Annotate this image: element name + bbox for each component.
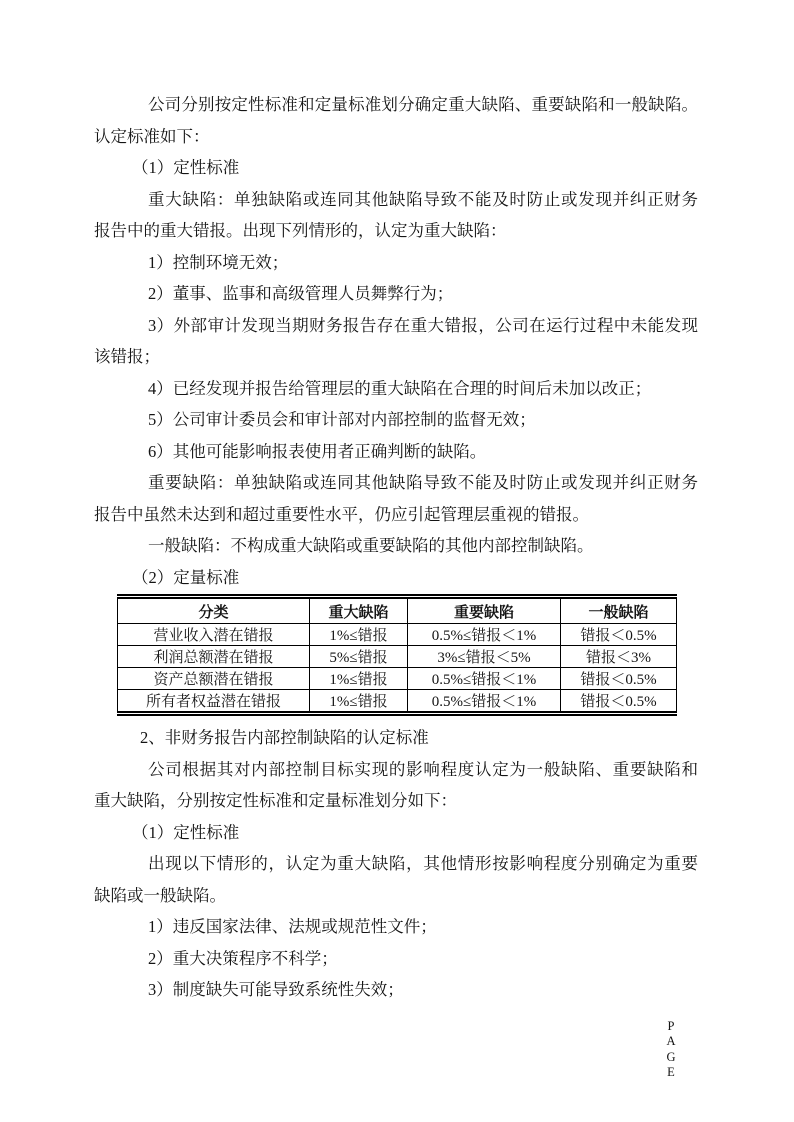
text-line: 1）控制环境无效； — [148, 252, 289, 272]
paragraph — [94, 562, 698, 594]
text-line: （2）定量标准 — [132, 567, 240, 587]
paragraph — [94, 436, 698, 468]
text-line: 2、非财务报告内部控制缺陷的认定标准 — [140, 728, 429, 747]
section-before-table — [94, 89, 698, 593]
text-line: 4）已经发现并报告给管理层的重大缺陷在合理的时间后未加以改正； — [148, 378, 652, 398]
paragraph — [94, 184, 698, 247]
text-line: 一般缺陷：不构成重大缺陷或重要缺陷的其他内部控制缺陷。 — [148, 536, 594, 555]
table-row — [118, 690, 677, 714]
paragraph — [94, 310, 698, 373]
text-line: 2）董事、监事和高级管理人员舞弊行为； — [148, 284, 454, 303]
text-line: 公司分别按定性标准和定量标准划分确定重大缺陷、重要缺陷和一般缺陷。 — [148, 95, 698, 114]
table-cell: 3%≤错报＜5% — [408, 646, 561, 668]
table-cell: 5%≤错报 — [310, 646, 408, 668]
table-header-cell: 重大缺陷 — [310, 597, 408, 624]
text-line: 该错报； — [94, 347, 160, 366]
paragraph — [94, 373, 698, 405]
text-line: （1）定性标准 — [132, 158, 240, 177]
paragraph — [94, 152, 698, 184]
quantitative-standards-table — [117, 594, 677, 716]
table-row — [118, 646, 677, 668]
paragraph — [94, 278, 698, 310]
text-line: 重大缺陷，分别按定性标准和定量标准划分如下： — [94, 791, 457, 810]
table-cell: 0.5%≤错报＜1% — [408, 624, 561, 646]
text-line: （1）定性标准 — [132, 822, 240, 842]
text-line: 公司根据其对内部控制目标实现的影响程度认定为一般缺陷、重要缺陷和 — [148, 759, 698, 779]
page-letter: A — [666, 1034, 676, 1049]
table-header-cell: 一般缺陷 — [561, 597, 677, 624]
page-number-field — [662, 1019, 680, 1081]
text-line: 1）违反国家法律、法规或规范性文件； — [148, 917, 437, 936]
table-cell: 错报＜0.5% — [561, 668, 677, 690]
paragraph — [94, 754, 698, 817]
paragraph — [94, 404, 698, 436]
paragraph — [94, 911, 698, 943]
table-header-cell: 分类 — [118, 597, 310, 624]
table-row — [118, 624, 677, 646]
paragraph — [94, 943, 698, 975]
paragraph — [94, 247, 698, 279]
table-cell: 错报＜0.5% — [561, 690, 677, 714]
paragraph — [94, 467, 698, 530]
table-cell: 资产总额潜在错报 — [118, 668, 310, 690]
table-cell: 1%≤错报 — [310, 668, 408, 690]
text-line: 认定标准如下： — [94, 126, 210, 146]
document-body — [94, 89, 698, 1006]
page-letter: E — [667, 1065, 675, 1080]
text-line: 5）公司审计委员会和审计部对内部控制的监督无效； — [148, 410, 536, 429]
paragraph — [94, 89, 698, 152]
table-cell: 错报＜3% — [561, 646, 677, 668]
paragraph — [94, 974, 698, 1006]
table-cell: 0.5%≤错报＜1% — [408, 668, 561, 690]
table-cell: 0.5%≤错报＜1% — [408, 690, 561, 714]
text-line: 3）外部审计发现当期财务报告存在重大错报，公司在运行过程中未能发现 — [148, 315, 698, 335]
paragraph — [94, 530, 698, 562]
table-header-cell: 重要缺陷 — [408, 597, 561, 624]
page-letter: G — [666, 1049, 676, 1064]
text-line: 报告中虽然未达到和超过重要性水平，仍应引起管理层重视的错报。 — [94, 504, 589, 524]
table-cell: 营业收入潜在错报 — [118, 624, 310, 646]
text-line: 6）其他可能影响报表使用者正确判断的缺陷。 — [148, 441, 487, 461]
table-cell: 1%≤错报 — [310, 624, 408, 646]
text-line: 重要缺陷：单独缺陷或连同其他缺陷导致不能及时防止或发现并纠正财务 — [148, 473, 698, 492]
table-head — [118, 597, 677, 624]
table-header-row — [118, 597, 677, 624]
text-line: 重大缺陷：单独缺陷或连同其他缺陷导致不能及时防止或发现并纠正财务 — [148, 189, 698, 209]
table-cell: 所有者权益潜在错报 — [118, 690, 310, 714]
page-letter: P — [667, 1019, 675, 1033]
text-line: 3）制度缺失可能导致系统性失效； — [148, 980, 404, 999]
text-line: 出现以下情形的，认定为重大缺陷，其他情形按影响程度分别确定为重要 — [148, 854, 698, 873]
table-cell: 1%≤错报 — [310, 690, 408, 714]
text-line: 报告中的重大错报。出现下列情形的，认定为重大缺陷： — [94, 221, 507, 240]
text-line: 缺陷或一般缺陷。 — [94, 885, 226, 905]
table-cell: 错报＜0.5% — [561, 624, 677, 646]
paragraph — [94, 722, 698, 754]
section-after-table — [94, 722, 698, 1006]
paragraph — [94, 817, 698, 849]
table-body — [118, 624, 677, 714]
text-line: 2）重大决策程序不科学； — [148, 948, 338, 968]
table-cell: 利润总额潜在错报 — [118, 646, 310, 668]
paragraph — [94, 848, 698, 911]
table-row — [118, 668, 677, 690]
